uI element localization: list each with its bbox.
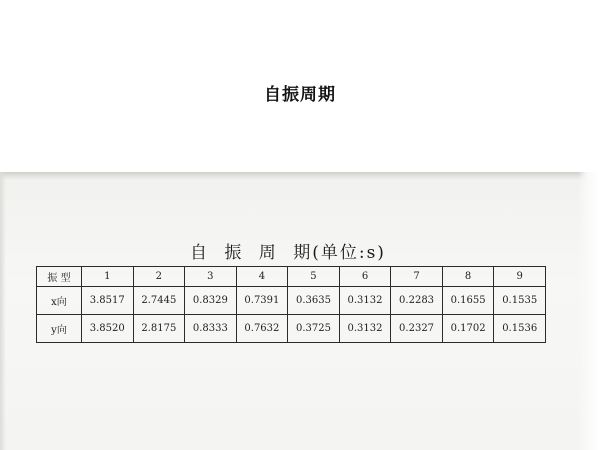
mode-number-cell: 9 xyxy=(494,267,546,287)
period-value-cell: 0.1702 xyxy=(442,315,494,343)
mode-number-cell: 8 xyxy=(442,267,494,287)
period-value-cell: 0.2283 xyxy=(391,287,443,315)
mode-header-cell: 振 型 xyxy=(37,267,82,287)
period-value-cell: 0.1535 xyxy=(494,287,546,315)
period-value-cell: 0.8333 xyxy=(185,315,237,343)
table-header-row xyxy=(37,267,546,287)
period-value-cell: 0.3725 xyxy=(288,315,340,343)
period-value-cell: 3.8517 xyxy=(82,287,134,315)
period-value-cell: 0.7632 xyxy=(236,315,288,343)
scan-shadow-left xyxy=(0,172,6,450)
table-title: 自 振 周 期(单位:s) xyxy=(190,243,386,263)
mode-number-cell: 6 xyxy=(339,267,391,287)
period-value-cell: 0.1536 xyxy=(494,315,546,343)
scan-shadow-top xyxy=(0,172,600,180)
mode-number-cell: 7 xyxy=(391,267,443,287)
mode-number-cell: 1 xyxy=(82,267,134,287)
period-value-cell: 3.8520 xyxy=(82,315,134,343)
period-value-cell: 2.7445 xyxy=(133,287,185,315)
natural-period-table xyxy=(36,266,546,343)
period-value-cell: 0.1655 xyxy=(442,287,494,315)
scan-fade-right xyxy=(578,172,600,450)
row-label-cell: y向 xyxy=(37,315,82,343)
row-label-cell: x向 xyxy=(37,287,82,315)
period-value-cell: 0.2327 xyxy=(391,315,443,343)
table-row-x-direction xyxy=(37,287,546,315)
period-value-cell: 0.8329 xyxy=(185,287,237,315)
period-value-cell: 0.3635 xyxy=(288,287,340,315)
period-value-cell: 2.8175 xyxy=(133,315,185,343)
mode-number-cell: 4 xyxy=(236,267,288,287)
mode-number-cell: 3 xyxy=(185,267,237,287)
period-value-cell: 0.3132 xyxy=(339,287,391,315)
period-value-cell: 0.3132 xyxy=(339,315,391,343)
mode-number-cell: 5 xyxy=(288,267,340,287)
table-row-y-direction xyxy=(37,315,546,343)
scanned-document xyxy=(0,172,600,450)
period-value-cell: 0.7391 xyxy=(236,287,288,315)
mode-number-cell: 2 xyxy=(133,267,185,287)
page-title: 自振周期 xyxy=(264,85,336,105)
